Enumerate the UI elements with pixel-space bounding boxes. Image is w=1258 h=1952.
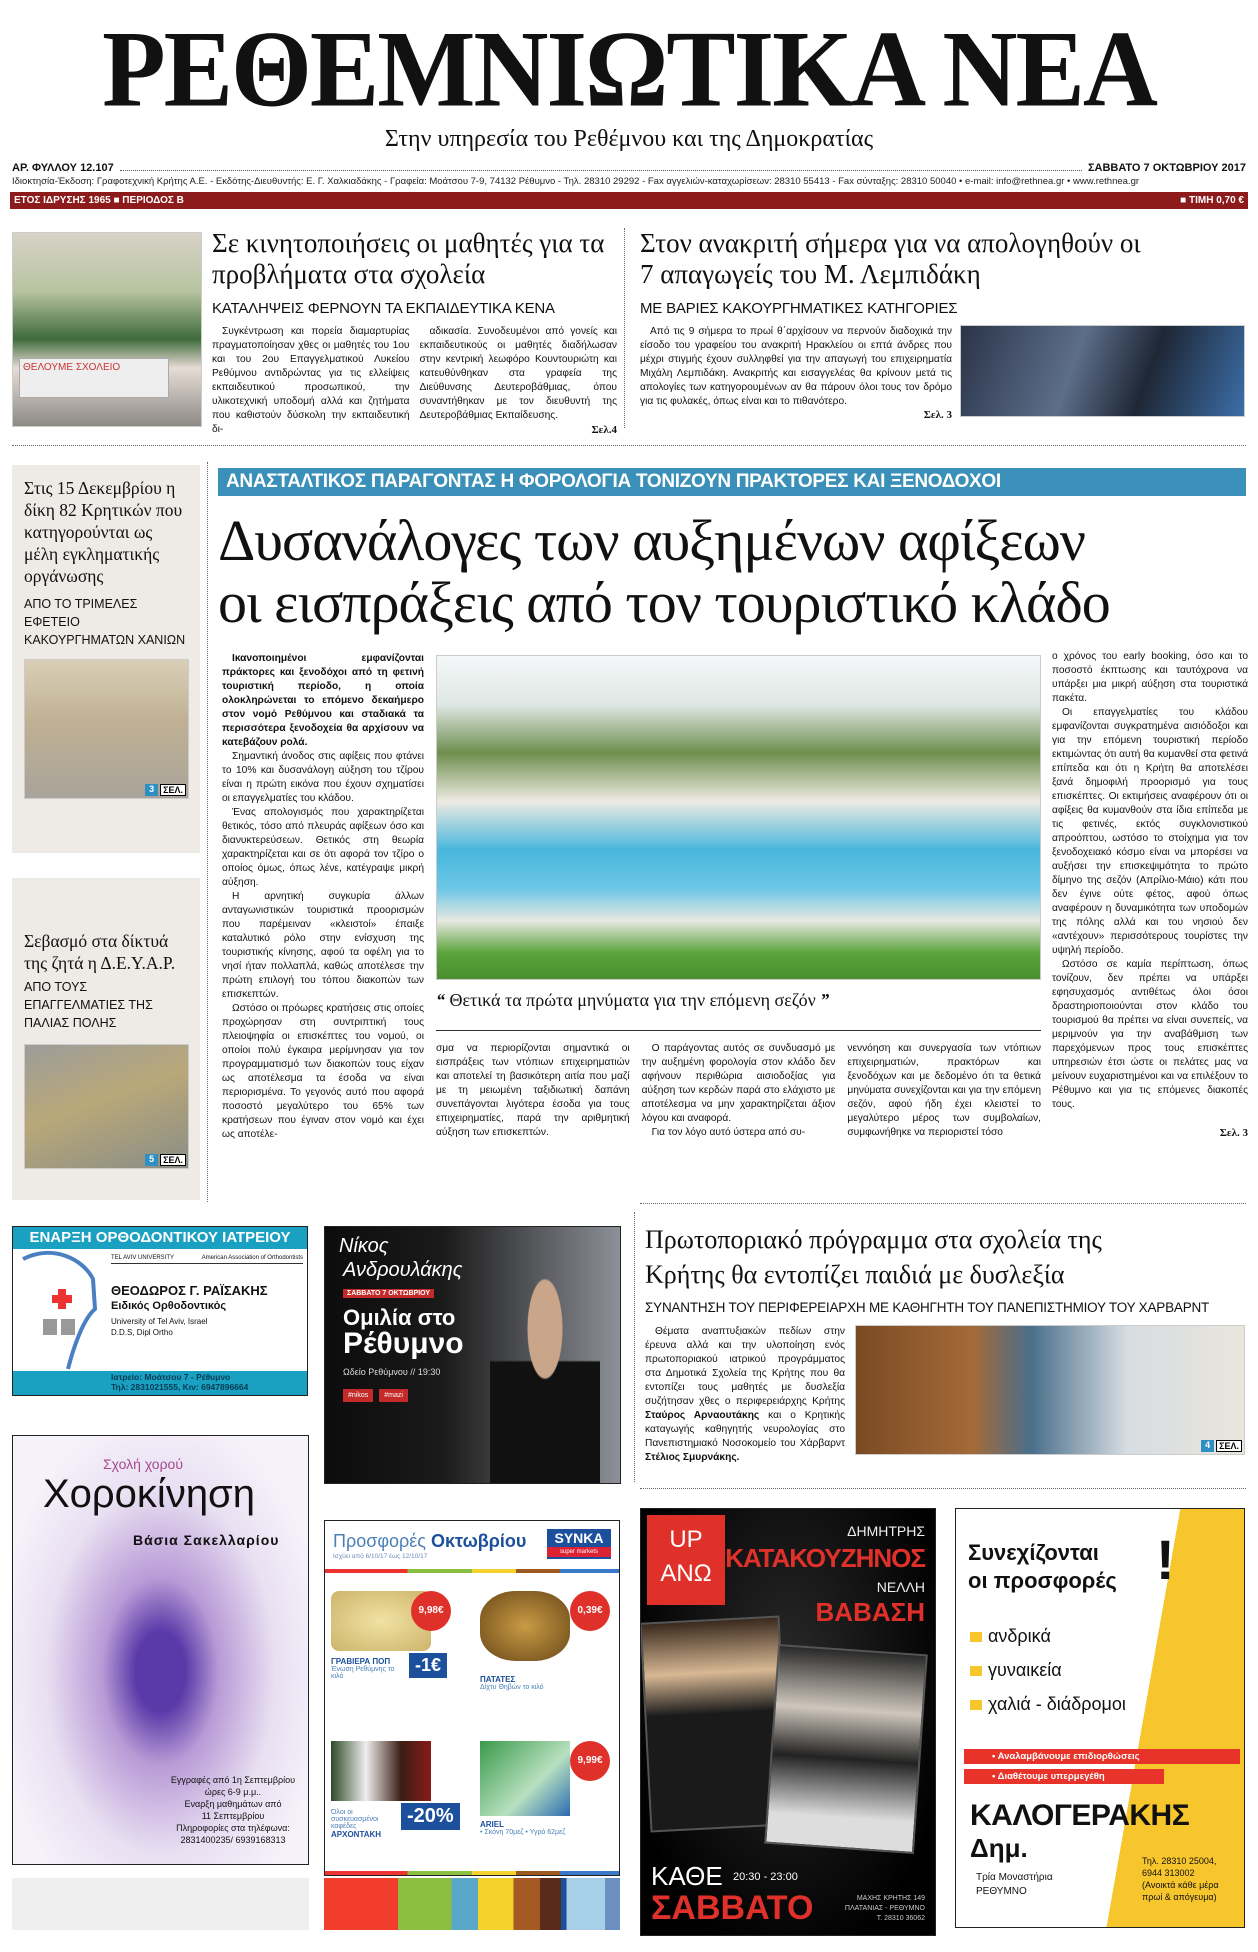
ad-synka-offers[interactable]: Προσφορές Οκτωβρίου Ισχύει από 6/10/17 έως 12/10/17 SYNKA super markets 9,98€ -1€ ΓΡΑΒΙΕΡΑ ΠΟΠ Ένωση Ρεθύμνης το κιλό 0,39€ ΠΑΤΑΤΕΣ Δίχτυ Θηβών το κιλό -20% Όλοι οι συσκευασμένοι καφέδες ΑΡΧΟΝΤΑΚΗ 9,99€ ARIEL • Σκόνη 70μεζ • Υγρό 62μεζ: [324, 1520, 620, 1876]
offer-coffee: -20% Όλοι οι συσκευασμένοι καφέδες ΑΡΧΟΝΤΑΚΗ: [331, 1741, 477, 1866]
page-badge[interactable]: 3 ΣΕΛ.: [145, 784, 186, 796]
section-divider: [640, 1488, 1246, 1489]
upano-logo: UP ΑΝΩ: [647, 1515, 725, 1605]
students-protest-photo: [12, 232, 202, 427]
offer-potatoes: 0,39€ ΠΑΤΑΤΕΣ Δίχτυ Θηβών το κιλό: [480, 1591, 616, 1721]
page-badge[interactable]: 5 ΣΕΛ.: [145, 1154, 186, 1166]
pianist-photo: [764, 1644, 928, 1854]
section-divider: [12, 445, 1246, 446]
story-students: [212, 228, 617, 437]
arrest-crowd-photo: [960, 325, 1245, 417]
masthead-tagline: Στην υπηρεσία του Ρεθέμνου και της Δημοκρατίας: [384, 126, 874, 152]
court-building-photo: [24, 659, 189, 799]
founded-label: ΕΤΟΣ ΙΔΡΥΣΗΣ 1965 ■ ΠΕΡΙΟΔΟΣ Β: [14, 195, 184, 206]
sidebar-story-deyar: [12, 878, 200, 1200]
tel-aviv-logo: TEL AVIV UNIVERSITY: [111, 1255, 175, 1261]
handshake-photo: [855, 1325, 1245, 1455]
aao-logo: American Association of Orthodontists: [201, 1255, 303, 1261]
lead-col-right: ο χρόνος του early booking, όσο και το ποσοστό έκπτωσης και ταυτόχρονα να υπάρξει μια μικρή αύξηση στα τουριστικά πακέτα. Οι επαγγελματίες του κλάδου εμφανίζονται συγκρατημένα αισιόδοξοι και για την επόμενη τουριστική περίοδο εκτιμώντας ότι αυτή θα κυμανθεί στα φετινά επίπεδα και ότι η Κρήτη θα αποτελέσει ξανά δημοφιλή προορισμό για τους επισκέπτες. Οι εκτιμήσεις αναφέρουν ότι οι αφίξεις θα κυμανθούν στα ίδια επίπεδα με τις φετινές, εκτός συγκλονιστικού απροόπτου, ωστόσο το στοίχημα για τον ξενοδοχειακό κόσμο είναι να μπορέσει να αυξήσει την επισκεψιμότητα το πρώτο δίμηνο της σεζόν (Απρίλιο-Μάιο) κάτι που δεν έγινε ούτε φέτος, αφού όπως αναφέρουν η δυναμικότητα των υποδομών της πόλης αλλά και του νησιού δεν «αντέχουν» περισσότερους τουρίστες την υψηλή περίοδο. Ωστόσο σε καμία περίπτωση, όπως τονίζουν, δεν πρέπει να υπάρξει εφησυχασμός αντιθέτως όλοι όσοι δραστηριοποιούνται στον κλάδο του τουρισμού θα πρέπει να είναι συνεπείς, να μεριμνούν για την αναβάθμιση των παρεχόμενων προς τους επισκέπτες υπηρεσιών έτσι ώστε οι πελάτες μας να μείνουν ευχαριστημένοι και να επιλέξουν το Ρέθυμνο και για τις επόμενες διακοπές τους. Σελ. 3: [1052, 651, 1248, 1139]
headline[interactable]: Στις 15 Δεκεμβρίου η δίκη 82 Κρητικών που κατηγορούνται ως μέλη εγκληματικής οργάνωσης: [24, 478, 183, 586]
pull-quote: “ Θετικά τα πρώτα μηνύματα για την επόμενη σεζόν ”: [436, 990, 830, 1010]
sidebar-story-trial: [12, 465, 200, 853]
lead-headline[interactable]: Δυσανάλογες των αυξημένων αφίξεων οι εισπράξεις από τον τουριστικό κλάδο: [218, 508, 1110, 635]
protest-banner: ΘΕΛΟΥΜΕ ΣΧΟΛΕΙΟ: [19, 358, 169, 398]
headline[interactable]: Σε κινητοποιήσεις οι μαθητές για τα προβλήματα στα σχολεία: [212, 228, 605, 290]
page-badge[interactable]: 4 ΣΕΛ.: [1201, 1440, 1242, 1452]
story-body: [212, 325, 617, 437]
page-ref[interactable]: Σελ. 3: [923, 409, 952, 422]
issue-row: [12, 158, 1246, 174]
story-dyslexia: [645, 1222, 1245, 1465]
headline[interactable]: Πρωτοποριακό πρόγραμμα στα σχολεία της Κρήτης θα εντοπίζει παιδιά με δυσλεξία: [645, 1225, 1102, 1289]
story-body: Από τις 9 σήμερα το πρωί θ΄αρχίσουν να περνούν διαδοχικά την είσοδο του γραφείου του ανακριτή Ηρακλείου οι επτά άνδρες που μέχρι στιγμής έχουν συλληφθεί για την απαγωγή του επιχειρηματία Μιχάλη Λεμπιδάκη. Ανακριτής και εισαγγελέας θα κρίνουν μετά τις απολογίες των κατηγορουμένων αν θα πάρουν όλοι τους τον δρόμο για τις φυλακές, όπως είναι και το πιθανότερο. Σελ. 3: [640, 326, 952, 422]
offer-ariel: 9,99€ ARIEL • Σκόνη 70μεζ • Υγρό 62μεζ: [480, 1741, 616, 1866]
lead-bottom-cols: σμα να περιορίζονται σημαντικά οι εισπράξεις των ντόπιων επιχειρηματιών και αποτελεί τη βασικότερη αιτία που μαζί με τη μειωμένη ταξιδιωτική δαπάνη συνεπάγονται λιγότερα έσοδα για τους επιχειρηματίες, παρά την αριθμητική αύξηση των επισκεπτών. Ο παράγοντας αυτός σε συνδυασμό με την αυξημένη φορολογία στον κλάδο δεν αφήνουν περιθώρια αισιοδοξίας για αύξηση των κερδών παρά στο ελάχιστο με αποτέλεσμα να μην χαρακτηρίζεται άξιον λόγου και αναφορά. Για τον λόγο αυτό ύστερα από συ- νεννόηση και συνεργασία των ντόπιων επιχειρηματιών, πρακτόρων και ξενοδόχων και με δεδομένο ότι τα θετικά μηνύματα συνεχίζονται και για την επόμενη σεζόν, αφού ήδη έχει κλειστεί το μεγαλύτερο μέρος των συμβολαίων, συμφωνήθηκε να περιοριστεί τόσο: [436, 1043, 1042, 1138]
kicker: ΑΠΟ ΤΟ ΤΡΙΜΕΛΕΣ ΕΦΕΤΕΙΟ ΚΑΚΟΥΡΓΗΜΑΤΩΝ ΧΑΝΙΩΝ: [24, 597, 186, 647]
section-divider: [640, 1203, 1246, 1204]
ad-kalogerakis-offers[interactable]: Συνεχίζονται οι προσφορές ! ανδρικά γυναικεία χαλιά - διάδρομοι • Αναλαμβάνουμε επιδιορθώσεις • Διαθέτουμε υπερμεγέθη ΚΑΛΟΓΕΡΑΚΗΣ Δημ. Τρία Μοναστήρια ΡΕΘΥΜΝΟ Τηλ. 28310 25004, 6944 313002 (Ανοικτά κάθε μέρα πρωί & απόγευμα): [955, 1508, 1245, 1928]
story-kidnappers: [640, 228, 1245, 421]
synka-logo: SYNKA super markets: [547, 1529, 611, 1559]
price-label: ■ ΤΙΜΗ 0,70 €: [1180, 195, 1244, 206]
empty-ad-slot: [12, 1878, 309, 1930]
body-col-1: Συγκέντρωση και πορεία διαμαρτυρίας πραγματοποίησαν χθες οι μαθητές του 1ου και του 2ου Επαγγελματικού Λυκείου Ρεθύμνου αντιδρώντας για τις ελλείψεις εκπαιδευτικού προσωπικού, την υλικοτεχνική υποδομή αλλά και ζητήματα που καθιστούν δύσκολη την εκπαιδευτική δι-: [212, 326, 410, 436]
masthead-title: ΡΕΘΕΜΝΙΩΤΙΚΑ ΝΕΑ: [102, 9, 1156, 130]
page-ref[interactable]: Σελ. 3: [1219, 1127, 1248, 1139]
ad-upano-live-music[interactable]: UP ΑΝΩ ΔΗΜΗΤΡΗΣ ΚΑΤΑΚΟΥΖΗΝΟΣ ΝΕΛΛΗ ΒΑΒΑΣΗ ΚΑΘΕ 20:30 - 23:00 ΣΑΒΒΑΤΟ ΜΑΧΗΣ ΚΡΗΤΗΣ 149 ΠΛΑΤΑΝΙΑΣ - ΡΕΘΥΜΝΟ Τ. 28310 36062: [640, 1508, 936, 1936]
tooth-braces-icon: [13, 1249, 105, 1371]
ad-orthodontist[interactable]: ΕΝΑΡΞΗ ΟΡΘΟΔΟΝΤΙΚΟΥ ΙΑΤΡΕΙΟΥ TEL AVIV UNIVERSITY American Association of Orthodontists ΘΕΟΔΩΡΟΣ Γ. ΡΑΪΣΑΚΗΣ Ειδικός Ορθοδοντικός University of Tel Aviv, Israel D.D.S, Dipl Ortho Ιατρείο: Μοάτσου 7 - Ρέθυμνο Τηλ: 2831021555, Κιν: 6947896664: [12, 1226, 308, 1396]
body-col-2: αδικασία. Συνοδευμένοι από γονείς και εκπαιδευτικούς οι μαθητές διαδήλωσαν στην κεντρική λεωφόρο Κουντουριώτη και κατευθύνθηκαν στα γραφεία της Διεύθυνσης Δευτεροβάθμιας, όπου συναντήθηκαν με τον διευθυντή της Δευτεροβάθμιας Εκπαίδευσης. Σελ.4: [419, 326, 617, 437]
exclamation-icon: !: [1156, 1528, 1175, 1591]
kicker: ΑΠΟ ΤΟΥΣ ΕΠΑΓΓΕΛΜΑΤΙΕΣ ΤΗΣ ΠΑΛΙΑΣ ΠΟΛΗΣ: [24, 980, 153, 1030]
ad-dance-school[interactable]: Σχολή χορού Χοροκίνηση Βάσια Σακελλαρίου Εγγραφές από 1η Σεπτεμβρίου ώρες 6-9 μ.μ.. Εναρξη μαθημάτων από 11 Σεπτεμβρίου Πληροφορίες στα τηλέφωνα: 2831400235/ 6939168313: [12, 1435, 309, 1865]
color-stripe-banner: [324, 1878, 620, 1930]
column-divider: [634, 1212, 635, 1482]
story-body: Θέματα αναπτυξιακών πεδίων στην έρευνα αλλά και την υλοποίηση ενός πρωτοποριακού ιατρικού προγράμματος στα Δημοτικά Σχολεία της Κρήτης που θα εντοπίζει τους μαθητές με δυσλεξία συζήτησαν χθες ο περιφερειάρχης Κρήτης Σταύρος Αρναουτάκης και ο Κρητικής καταγωγής καθηγητής νευρολογίας στο Πανεπιστημιακό Νοσοκομείο του Χάρβαρντ Στέλιος Σμυρνάκης.: [645, 1326, 845, 1463]
headline[interactable]: Σεβασμό στα δίκτυά της ζητά η Δ.Ε.Υ.Α.Ρ.: [24, 931, 176, 973]
kicker: ΣΥΝΑΝΤΗΣΗ ΤΟΥ ΠΕΡΙΦΕΡΕΙΑΡΧΗ ΜΕ ΚΑΘΗΓΗΤΗ ΤΟΥ ΠΑΝΕΠΙΣΤΗΜΙΟΥ ΤΟΥ ΧΑΡΒΑΡΝΤ: [645, 1300, 1210, 1315]
kicker: ΜΕ ΒΑΡΙΕΣ ΚΑΚΟΥΡΓΗΜΑΤΙΚΕΣ ΚΑΤΗΓΟΡΙΕΣ: [640, 300, 958, 318]
kicker: ΚΑΤΑΛΗΨΕΙΣ ΦΕΡΝΟΥΝ ΤΑ ΕΚΠΑΙΔΕΥΤΙΚΑ ΚΕΝΑ: [212, 300, 555, 318]
ad-androulakis-speech[interactable]: Νίκος Ανδρουλάκης ΣΑΒΒΑΤΟ 7 ΟΚΤΩΒΡΙΟΥ Ομιλία στο Ρέθυμνο Ωδείο Ρεθύμνου // 19:30 #nikos #mazi: [324, 1226, 621, 1484]
dance-info: Εγγραφές από 1η Σεπτεμβρίου ώρες 6-9 μ.μ.. Εναρξη μαθημάτων από 11 Σεπτεμβρίου Πληροφορίες στα τηλέφωνα: 2831400235/ 6939168313: [170, 1775, 296, 1845]
offer-graviera: 9,98€ -1€ ΓΡΑΒΙΕΡΑ ΠΟΠ Ένωση Ρεθύμνης το κιλό: [331, 1591, 467, 1721]
issue-number: ΑΡ. ΦΥΛΛΟΥ 12.107: [12, 162, 114, 174]
offer-list: ανδρικά γυναικεία χαλιά - διάδρομοι: [970, 1619, 1126, 1721]
headline[interactable]: Στον ανακριτή σήμερα για να απολογηθούν οι 7 απαγωγείς του Μ. Λεμπιδάκη: [640, 228, 1141, 290]
lead-overline: ΑΝΑΣΤΑΛΤΙΚΟΣ ΠΑΡΑΓΟΝΤΑΣ Η ΦΟΡΟΛΟΓΙΑ ΤΟΝΙΖΟΥΝ ΠΡΑΚΤΟΡΕΣ ΚΑΙ ΞΕΝΟΔΟΧΟΙ: [218, 468, 1246, 496]
column-divider: [624, 228, 625, 428]
leader-dots: [120, 170, 1082, 171]
pavement-damage-photo: [24, 1044, 189, 1169]
lead-col-left: Ικανοποιημένοι εμφανίζονται πράκτορες και ξενοδόχοι από τη φετινή τουριστική περίοδο, η οποία ολοκληρώνεται το επόμενο δεκαήμερο στον νομό Ρεθύμνου και σταδιακά τα περισσότερα ξενοδοχεία θα αρχίσουν να κατεβάζουν ρολά. Σημαντική άνοδος στις αφίξεις που φτάνει το 10% και δυσανάλογη αύξηση του τζίρου είναι η πρώτη εικόνα που έχουν σχηματίσει οι επαγγελματίες του κλάδου. Ένας απολογισμός που χαρακτηρίζεται θετικός, τόσο από πλευράς αφίξεων όσο και διανυκτερεύσεων. Θετικός στη θεωρία χαρακτηρίζεται και σε ότι αφορά τον τζίρο ο οποίος όμως, όπως λένε, κατέγραψε μικρή αύξηση. Η αρνητική συγκυρία άλλων ανταγωνιστικών τουριστικά προορισμών που παρέμειναν «κλειστοί» έπαιξε καταλυτικό ρόλο στην ενίσχυση της τουριστικής κίνησης, αφού τα οφέλη για το νησί ήταν πολλαπλά, καθώς αποτέλεσε την πρώτη επιλογή του τόπου διακοπών των επισκεπτών. Ωστόσο οι πρόωρες κρατήσεις στις οποίες προχώρησαν στη συντριπτική τους πλειοψηφία οι επισκέπτες του νομού, οι οποίοι πολύ έγκαιρα μερίμνησαν για τον προγραμματισμό των διακοπών τους είχαν ως αποτέλεσμα τα έσοδα να είναι περιορισμένα. Το γεγονός αυτό που αφορά ποσοστό μεγαλύτερο του 65% των κρατήσεων που έγιναν στον νομό και έχει ως αποτέλε-: [222, 653, 424, 1140]
issue-date: ΣΑΒΒΑΤΟ 7 ΟΚΤΩΒΡΙΟΥ 2017: [1087, 162, 1246, 174]
masthead-bar: [10, 192, 1248, 209]
speaker-portrait: [490, 1277, 600, 1484]
hotel-pool-photo: [436, 655, 1041, 980]
quote-rule: [436, 1030, 1041, 1031]
imprint: Ιδιοκτησία-Έκδοση: Γραφοτεχνική Κρήτης Α.Ε. - Εκδότης-Διευθυντής: Ε. Γ. Χαλκιαδάκης - Γραφεία: Μοάτσου 7-9, 74132 Ρέθυμνο - Τηλ. 28310 29292 - Fax αγγελιών-καταχωρίσεων: 28310 55413 - Fax σύνταξης: 28310 50040 • e-mail: info@rethnea.gr • www.rethnea.gr: [12, 176, 1140, 187]
column-divider: [207, 462, 208, 1202]
page-ref[interactable]: Σελ.4: [591, 424, 617, 437]
